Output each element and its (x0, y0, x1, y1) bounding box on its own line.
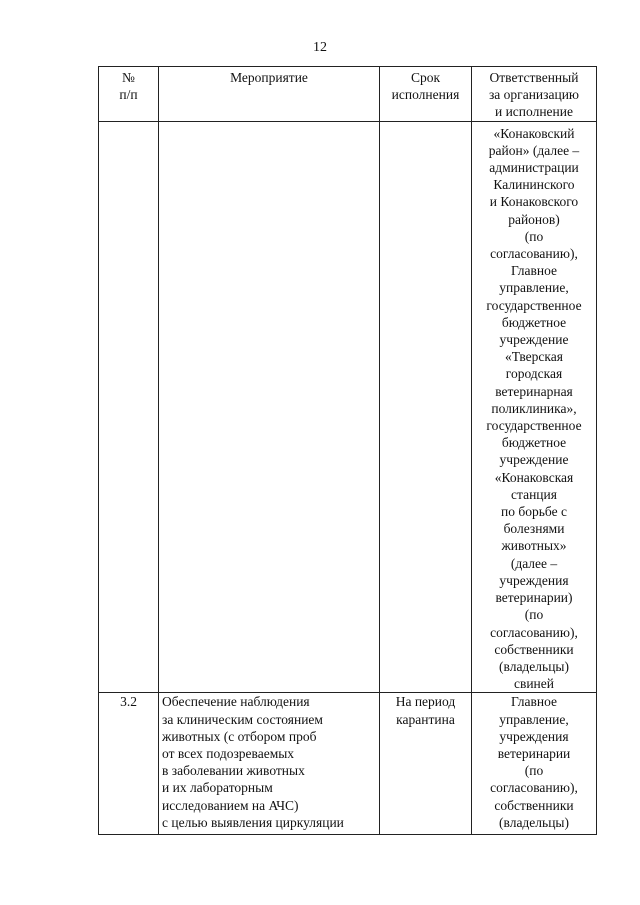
text-line: управление, (499, 280, 569, 296)
text-line: п/п (119, 87, 138, 103)
text-line: «Тверская (505, 349, 563, 365)
text-line: по борьбе с (501, 504, 567, 520)
text-line: (владельцы) (499, 658, 569, 674)
text-line: администрации (489, 160, 579, 176)
header-activity (159, 67, 380, 122)
text-line: (далее – (510, 555, 558, 571)
text-line: согласованию), (490, 780, 578, 796)
header-deadline (380, 67, 472, 122)
text-line: животных» (501, 538, 567, 554)
text-line: ветеринарии (497, 745, 571, 761)
text-line: № (122, 70, 135, 85)
row-number: 3.2 (99, 693, 159, 835)
text-line: и Конаковского (489, 194, 579, 210)
text-line: и исполнение (494, 104, 573, 120)
text-line: собственники (494, 797, 574, 813)
text-line: «Конаковская (494, 469, 574, 485)
header-responsible (472, 67, 597, 122)
text-line: станция (511, 486, 557, 502)
table-header-row (99, 67, 597, 122)
text-line: учреждения (499, 728, 569, 744)
text-line: собственники (494, 641, 574, 657)
text-line: учреждения (499, 572, 569, 588)
text-line: в заболевании животных (162, 763, 305, 779)
text-line: Срок (410, 70, 441, 85)
text-line: с целью выявления циркуляции (162, 814, 344, 830)
text-line: учреждение (499, 452, 569, 468)
text-line: животных (с отбором проб (162, 728, 317, 744)
text-line: Главное (510, 263, 558, 279)
text-line: район» (далее – (488, 142, 580, 158)
text-line: ветеринарная (495, 383, 573, 399)
table-row (99, 693, 597, 835)
text-line: (владельцы) (499, 814, 569, 830)
text-line: Мероприятие (230, 70, 308, 85)
row-responsible (472, 121, 597, 693)
text-line: государственное (486, 418, 582, 434)
text-line: государственное (486, 297, 582, 313)
text-line: за клиническим состоянием (162, 711, 323, 727)
text-line: Калининского (493, 177, 575, 193)
text-line: болезнями (503, 521, 565, 537)
text-line: (по (524, 607, 544, 623)
text-line: районов) (508, 211, 560, 227)
text-line: согласованию), (490, 246, 578, 262)
text-line: бюджетное (501, 435, 567, 451)
text-line: от всех подозреваемых (162, 745, 295, 761)
header-number (99, 67, 159, 122)
text-line: свиней (513, 676, 555, 692)
text-line: карантина (396, 711, 455, 727)
text-line: исследованием на АЧС) (162, 797, 299, 813)
text-line: учреждение (499, 332, 569, 348)
row-activity (159, 121, 380, 693)
text-line: исполнения (391, 87, 460, 103)
text-line: Главное (510, 694, 558, 710)
text-line: ветеринарии) (495, 590, 573, 606)
text-line: бюджетное (501, 314, 567, 330)
page-number: 12 (313, 40, 327, 55)
text-line: Обеспечение наблюдения (162, 694, 310, 710)
text-line: и их лабораторным (162, 780, 273, 796)
text-line: управление, (499, 711, 569, 727)
row-responsible (472, 693, 597, 835)
row-activity (159, 693, 380, 835)
text-line: городская (505, 366, 563, 382)
row-number (99, 121, 159, 693)
text-line: Ответственный (489, 70, 579, 85)
text-line: поликлиника», (491, 400, 577, 416)
row-deadline (380, 693, 472, 835)
text-line: На период (395, 694, 456, 710)
measures-table (98, 66, 597, 835)
row-deadline (380, 121, 472, 693)
text-line: (по (524, 228, 544, 244)
text-line: за организацию (488, 87, 580, 103)
text-line: (по (524, 763, 544, 779)
text-line: «Конаковский (493, 125, 575, 141)
table-row (99, 121, 597, 693)
text-line: согласованию), (490, 624, 578, 640)
